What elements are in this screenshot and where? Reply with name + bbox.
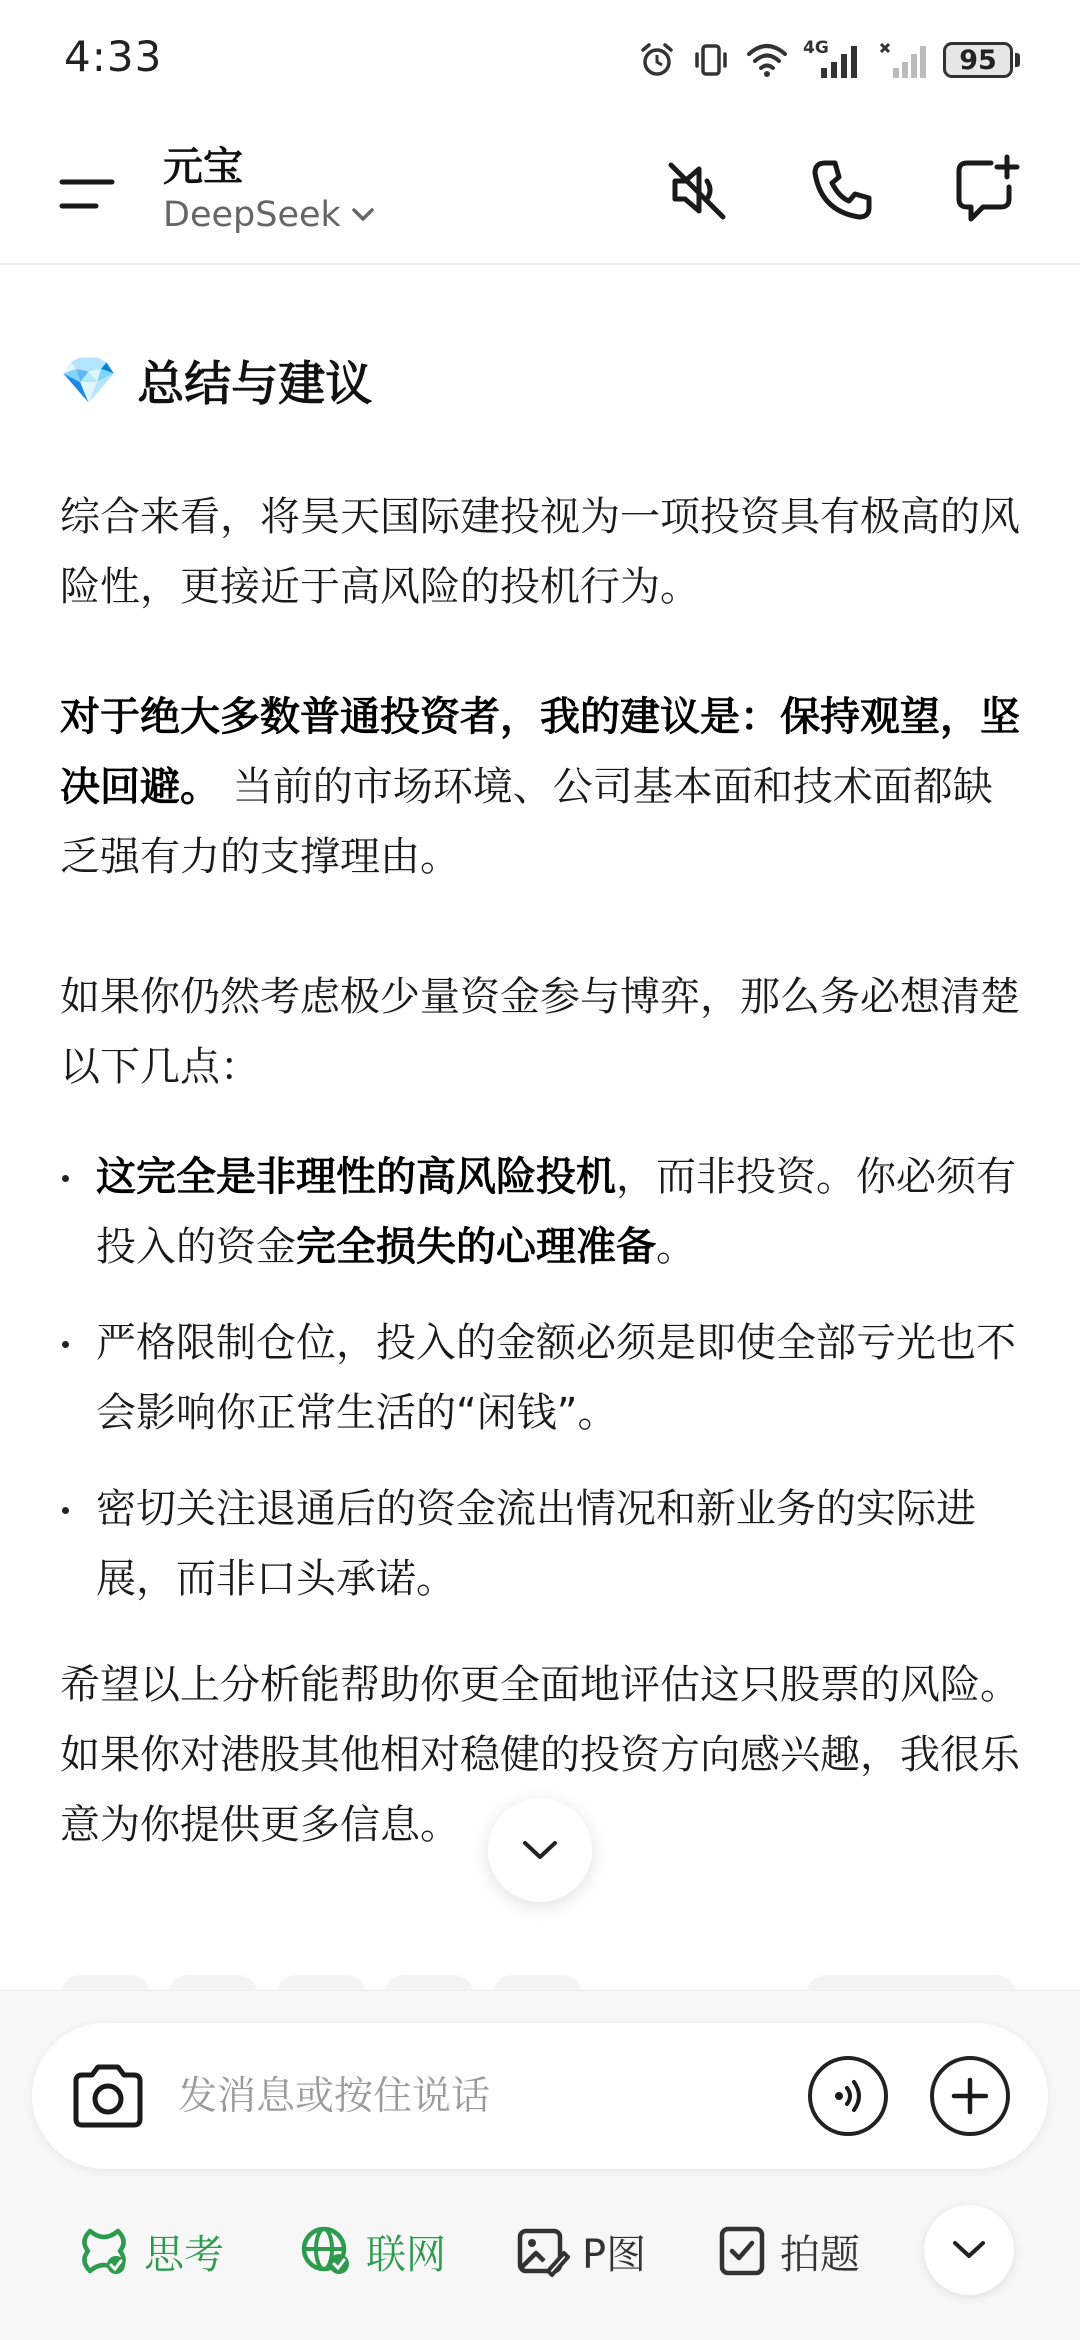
scroll-to-bottom-button[interactable]	[488, 1798, 592, 1902]
mute-button[interactable]	[654, 148, 738, 232]
think-toggle[interactable]	[76, 2213, 224, 2289]
new-chat-icon	[949, 153, 1023, 227]
question-label: 拍题	[780, 2231, 860, 2278]
summary-heading	[60, 330, 1020, 430]
list-item-bold: 这完全是非理性的高风险投机	[96, 1154, 616, 1200]
tool-bar	[0, 2201, 1080, 2301]
list-item	[60, 1142, 1020, 1282]
status-icons	[637, 36, 1020, 84]
signal-no-service-icon	[879, 40, 929, 80]
battery-icon	[943, 42, 1020, 78]
chevron-down-icon	[951, 2239, 987, 2261]
camera-button[interactable]	[66, 2056, 150, 2136]
model-name: DeepSeek	[163, 195, 341, 235]
gem-icon: 💎	[60, 352, 118, 407]
web-search-toggle[interactable]	[298, 2213, 446, 2289]
chevron-down-icon	[520, 1838, 560, 1862]
add-attachment-button[interactable]	[930, 2056, 1010, 2136]
message-input-bar	[32, 2023, 1048, 2169]
paragraph-recommendation	[60, 682, 1020, 892]
alarm-icon	[637, 40, 677, 80]
globe-icon	[298, 2223, 354, 2279]
call-button[interactable]	[800, 148, 884, 232]
tools-expand-button[interactable]	[924, 2205, 1014, 2295]
pimage-label: P图	[582, 2231, 647, 2278]
voice-wave-icon	[825, 2073, 871, 2119]
summary-heading-text: 总结与建议	[137, 356, 373, 412]
message-input[interactable]	[178, 2059, 798, 2133]
app-header	[0, 120, 1080, 265]
status-bar	[0, 0, 1080, 120]
paragraph-closing: 希望以上分析能帮助你更全面地评估这只股票的风险。如果你对港股其他相对稳健的投资方向感兴趣，我很乐意为你提供更多信息。	[60, 1662, 1020, 1848]
photo-question-button[interactable]	[716, 2213, 860, 2289]
paragraph-conclusion: 综合来看，将昊天国际建投视为一项投资具有极高的风险性，更接近于高风险的投机行为。	[60, 494, 1020, 610]
composer-panel	[0, 1990, 1080, 2340]
advice-list	[60, 1142, 1020, 1614]
list-item: 严格限制仓位，投入的金额必须是即使全部亏光也不会影响你正常生活的“闲钱”。	[60, 1308, 1020, 1448]
new-chat-button[interactable]	[944, 148, 1028, 232]
status-time: 4:33	[64, 32, 163, 81]
signal-bars-icon	[803, 40, 865, 80]
title-block	[163, 142, 375, 238]
assistant-message	[60, 330, 1020, 1860]
photo-edit-button[interactable]	[514, 2213, 646, 2289]
plus-icon	[948, 2074, 992, 2118]
model-selector[interactable]	[163, 192, 375, 238]
list-item-text: 。	[656, 1224, 696, 1270]
web-label: 联网	[366, 2231, 446, 2278]
question-scan-icon	[716, 2223, 768, 2279]
list-item-text: ，而非投资。你必须有投入的资金	[96, 1154, 1016, 1270]
speaker-muted-icon	[661, 155, 731, 225]
app-title: 元宝	[163, 144, 243, 190]
phone-icon	[807, 155, 877, 225]
signal-4g	[803, 40, 865, 80]
wifi-icon	[745, 40, 789, 80]
battery-tip	[1015, 53, 1020, 67]
chevron-down-icon	[351, 207, 375, 223]
battery-level: 95	[943, 42, 1013, 78]
image-edit-icon	[514, 2223, 570, 2279]
camera-icon	[68, 2061, 148, 2131]
paragraph-if-considering: 如果你仍然考虑极少量资金参与博弈，那么务必想清楚以下几点：	[60, 974, 1020, 1090]
network-type-label: 4G	[803, 38, 829, 58]
think-icon	[76, 2223, 132, 2279]
recommendation-bold: 对于绝大多数普通投资者，我的建议是：保持观望，坚决回避。	[60, 694, 1020, 810]
think-label: 思考	[144, 2231, 224, 2278]
vibrate-icon	[691, 40, 731, 80]
menu-icon	[56, 168, 120, 220]
list-item-bold: 完全损失的心理准备	[296, 1224, 656, 1270]
voice-input-button[interactable]	[808, 2056, 888, 2136]
menu-button[interactable]	[56, 168, 120, 220]
list-item: 密切关注退通后的资金流出情况和新业务的实际进展，而非口头承诺。	[60, 1474, 1020, 1614]
recommendation-rest: 当前的市场环境、公司基本面和技术面都缺乏强有力的支撑理由。	[60, 764, 993, 880]
